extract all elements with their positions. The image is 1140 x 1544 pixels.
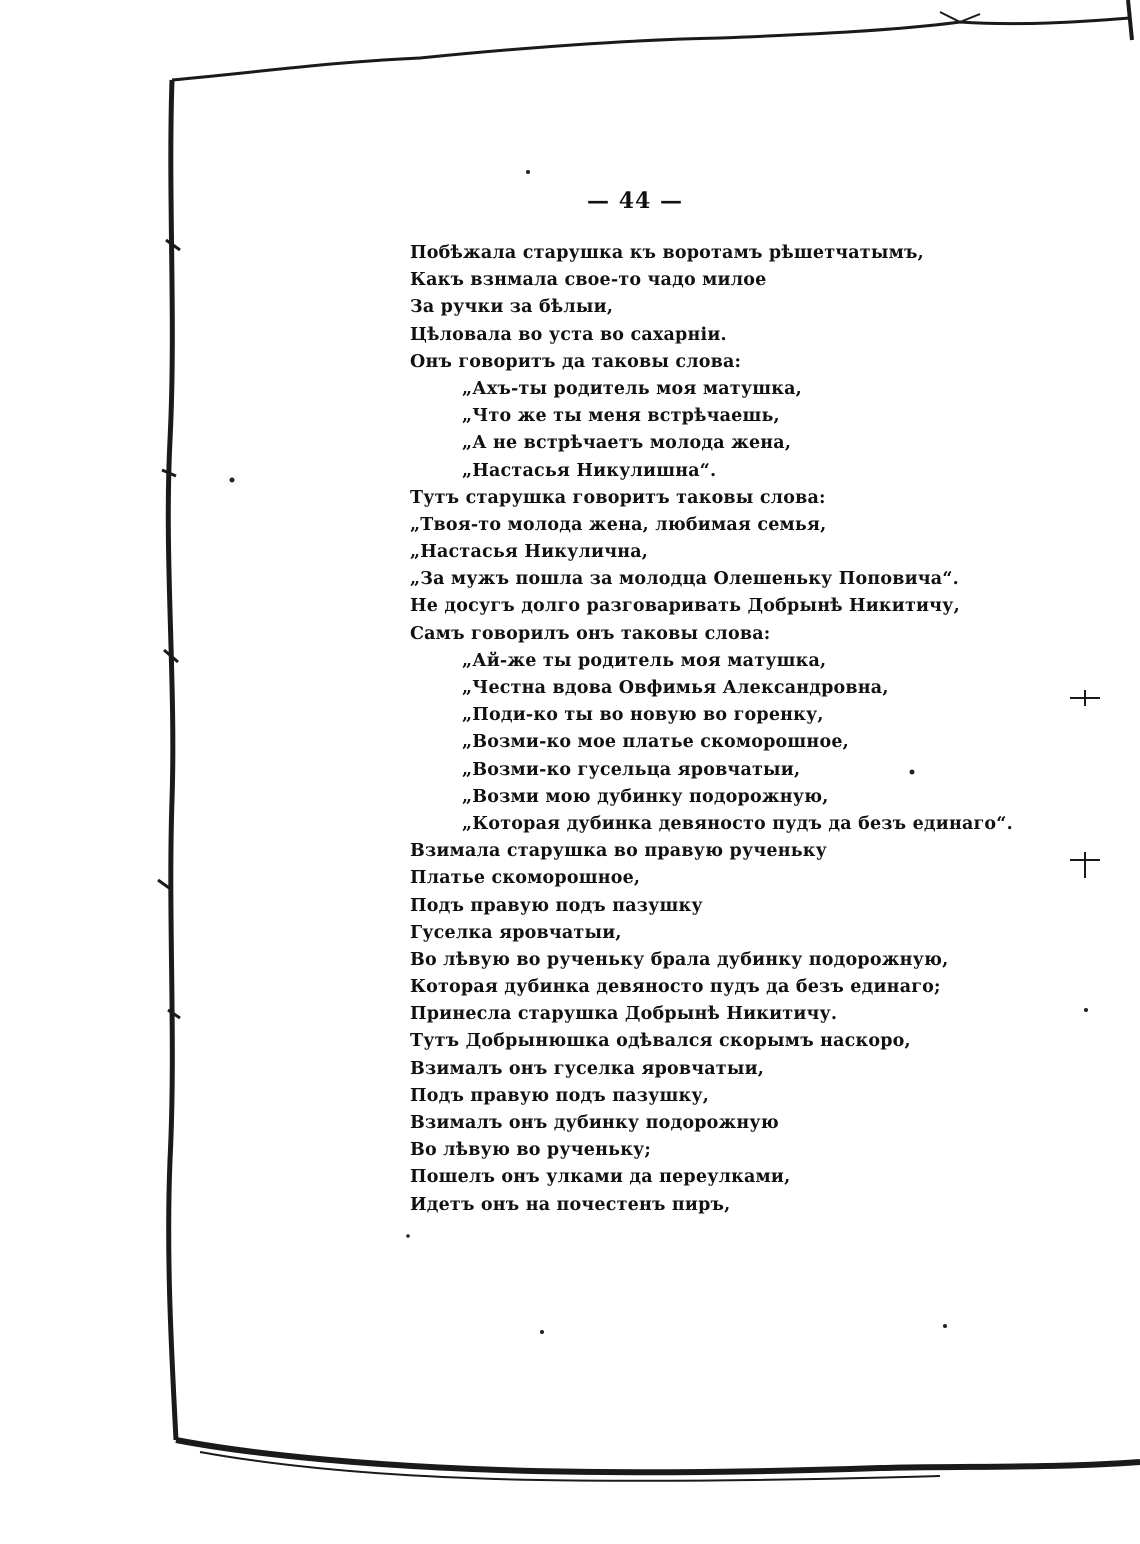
poem-line: Идетъ онъ на почестенъ пиръ, — [410, 1194, 731, 1215]
poem-line: Онъ говоритъ да таковы слова: — [410, 351, 742, 372]
poem-line: Тутъ Добрынюшка одѣвался скорымъ наскоро, — [410, 1031, 911, 1052]
poem-line: „Ай-же ты родитель моя матушка, — [462, 650, 827, 671]
poem-line: Подъ правую подъ пазушку — [410, 895, 703, 916]
poem-line: За ручки за бѣлыи, — [410, 297, 614, 318]
poem-line: Пошелъ онъ улками да переулками, — [410, 1167, 791, 1188]
poem-line: Самъ говорилъ онъ таковы слова: — [410, 623, 771, 644]
poem-line: Гуселка яровчатыи, — [410, 922, 622, 943]
poem-line: Какъ взнмала свое-то чадо милое — [410, 270, 767, 291]
poem-line: Не досугъ долго разговаривать Добрынѣ Никитичу, — [410, 596, 960, 617]
poem-line: Которая дубинка девяносто пудъ да безъ единаго; — [410, 977, 941, 998]
poem-line: Цѣловала во уста во сахарніи. — [410, 324, 727, 345]
poem-line: „Что же ты меня встрѣчаешь, — [462, 406, 780, 427]
poem-line: Подъ правую подъ пазушку, — [410, 1085, 710, 1106]
poem-line: Во лѣвую во рученьку брала дубинку подорожную, — [410, 949, 949, 970]
page-number: — 44 — — [587, 188, 683, 214]
poem-line: „Настасья Никулишна“. — [462, 460, 717, 481]
poem-line: Взималъ онъ гуселка яровчатыи, — [410, 1058, 765, 1079]
poem-line: Побѣжала старушка къ воротамъ рѣшетчатымъ, — [410, 243, 924, 263]
poem-line: „Честна вдова Овфимья Александровна, — [462, 678, 889, 698]
poem-line: „Поди-ко ты во новую во горенку, — [462, 705, 824, 726]
poem-line: „Настасья Никулична, — [410, 542, 649, 563]
poem-line: Платье скоморошное, — [410, 868, 641, 889]
poem-line: „Возми мою дубинку подорожную, — [462, 786, 829, 807]
poem-line: Принесла старушка Добрынѣ Никитичу. — [410, 1004, 838, 1025]
poem-text — [410, 240, 1013, 1219]
poem-line: „Возми-ко гусельца яровчатыи, — [462, 759, 801, 780]
poem-line: „Ахъ-ты родитель моя матушка, — [462, 378, 802, 399]
poem-line: „А не встрѣчаетъ молода жена, — [462, 433, 792, 454]
poem-line: Во лѣвую во рученьку; — [410, 1140, 652, 1161]
poem-line: Взималъ онъ дубинку подорожную — [410, 1113, 779, 1133]
poem-line: „Твоя-то молода жена, любимая семья, — [410, 514, 827, 535]
poem-line: Тутъ старушка говоритъ таковы слова: — [410, 487, 826, 508]
poem-line: „Которая дубинка девяносто пудъ да безъ единаго“. — [462, 813, 1013, 834]
poem-line: „Возми-ко мое платье скоморошное, — [462, 732, 849, 753]
poem-line: Взимала старушка во правую рученьку — [410, 841, 828, 862]
poem-line: „За мужъ пошла за молодца Олешеньку Поповича“. — [410, 569, 959, 590]
